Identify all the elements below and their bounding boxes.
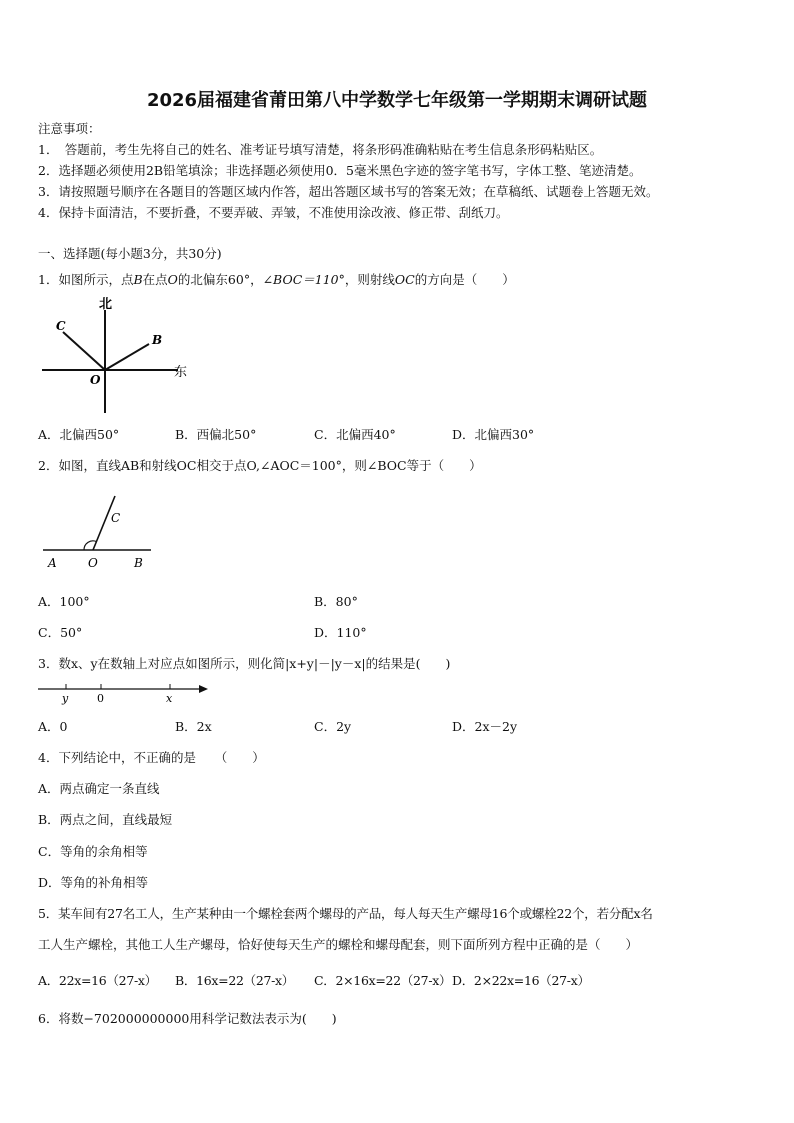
q3-option-c: C．2y: [314, 719, 352, 734]
q4-option-d: D．等角的补角相等: [38, 875, 149, 890]
q5-option-c: C．2×16x=22（27-x）: [314, 973, 452, 988]
q4-stem: 4．下列结论中，不正确的是 （ ）: [38, 750, 265, 765]
q3-fig-y-label: y: [62, 692, 69, 705]
q5-stem-line-1: 5．某车间有27名工人，生产某种由一个螺栓套两个螺母的产品，每人每天生产螺母16个或螺栓22个，若分配x名: [38, 906, 653, 921]
q3-number-line: [36, 680, 212, 706]
q1-fig-east-label: 东: [174, 365, 188, 380]
q5-option-b: B．16x=22（27-x）: [175, 973, 294, 988]
q4-option-c: C．等角的余角相等: [38, 844, 148, 859]
notice-item-3: 3．请按照题号顺序在各题目的答题区域内作答，超出答题区域书写的答案无效；在草稿纸、试题卷上答题无效。: [38, 184, 659, 199]
q4-option-a: A．两点确定一条直线: [38, 781, 160, 796]
q3-stem: 3．数x、y在数轴上对应点如图所示，则化简|x+y|－|y－x|的结果是( ): [38, 656, 451, 671]
q5-option-d: D．2×22x=16（27-x）: [452, 973, 590, 988]
q1-fig-o-label: O: [90, 373, 101, 387]
q3-fig-x-label: x: [166, 692, 173, 705]
q2-fig-a-label: A: [48, 556, 57, 570]
q1-fig-b-label: B: [152, 333, 163, 347]
q1-option-c: C．北偏西40°: [314, 427, 396, 442]
q3-option-b: B．2x: [175, 719, 212, 734]
q1-option-a: A．北偏西50°: [38, 427, 120, 442]
q6-stem: 6．将数−702000000000用科学记数法表示为( ): [38, 1011, 337, 1026]
q2-option-b: B．80°: [314, 594, 358, 609]
notice-heading: 注意事项：: [38, 121, 101, 136]
q2-fig-o-label: O: [88, 556, 98, 570]
q5-stem-line-2: 工人生产螺栓，其他工人生产螺母，恰好使每天生产的螺栓和螺母配套，则下面所列方程中正确的是（ ）: [38, 937, 639, 952]
q3-option-d: D．2x－2y: [452, 719, 518, 734]
q1-stem: 1．如图所示，点B在点O的北偏东60°，∠BOC＝110°，则射线OC的方向是（ ）: [38, 272, 515, 287]
section-heading: 一、选择题(每小题3分，共30分): [38, 246, 222, 261]
notice-item-4: 4．保持卡面清洁，不要折叠，不要弄破、弄皱，不准使用涂改液、修正带、刮纸刀。: [38, 205, 509, 220]
q4-option-b: B．两点之间，直线最短: [38, 812, 173, 827]
q3-fig-zero-label: 0: [97, 692, 104, 705]
notice-item-2: 2．选择题必须使用2B铅笔填涂；非选择题必须使用0．5毫米黑色字迹的签字笔书写，字体工整、笔迹清楚。: [38, 163, 642, 178]
q1-fig-north-label: 北: [99, 297, 113, 312]
q1-option-d: D．北偏西30°: [452, 427, 535, 442]
q5-option-a: A．22x=16（27-x）: [38, 973, 157, 988]
q2-stem: 2．如图，直线AB和射线OC相交于点O,∠AOC＝100°，则∠BOC等于（ ）: [38, 458, 482, 473]
q2-fig-c-label: C: [111, 511, 121, 525]
q1-figure: [36, 292, 196, 416]
q2-fig-b-label: B: [134, 556, 143, 570]
q1-fig-c-label: C: [56, 319, 66, 333]
q2-option-d: D．110°: [314, 625, 367, 640]
q2-option-c: C．50°: [38, 625, 83, 640]
q2-option-a: A．100°: [38, 594, 90, 609]
q3-option-a: A．0: [38, 719, 68, 734]
q1-option-b: B．西偏北50°: [175, 427, 257, 442]
page-title: 2026届福建省莆田第八中学数学七年级第一学期期末调研试题: [146, 90, 648, 111]
notice-item-1: 1． 答题前，考生先将自己的姓名、准考证号填写清楚，将条形码准确粘贴在考生信息条形码粘贴区。: [38, 142, 603, 157]
q2-figure: [36, 490, 166, 572]
